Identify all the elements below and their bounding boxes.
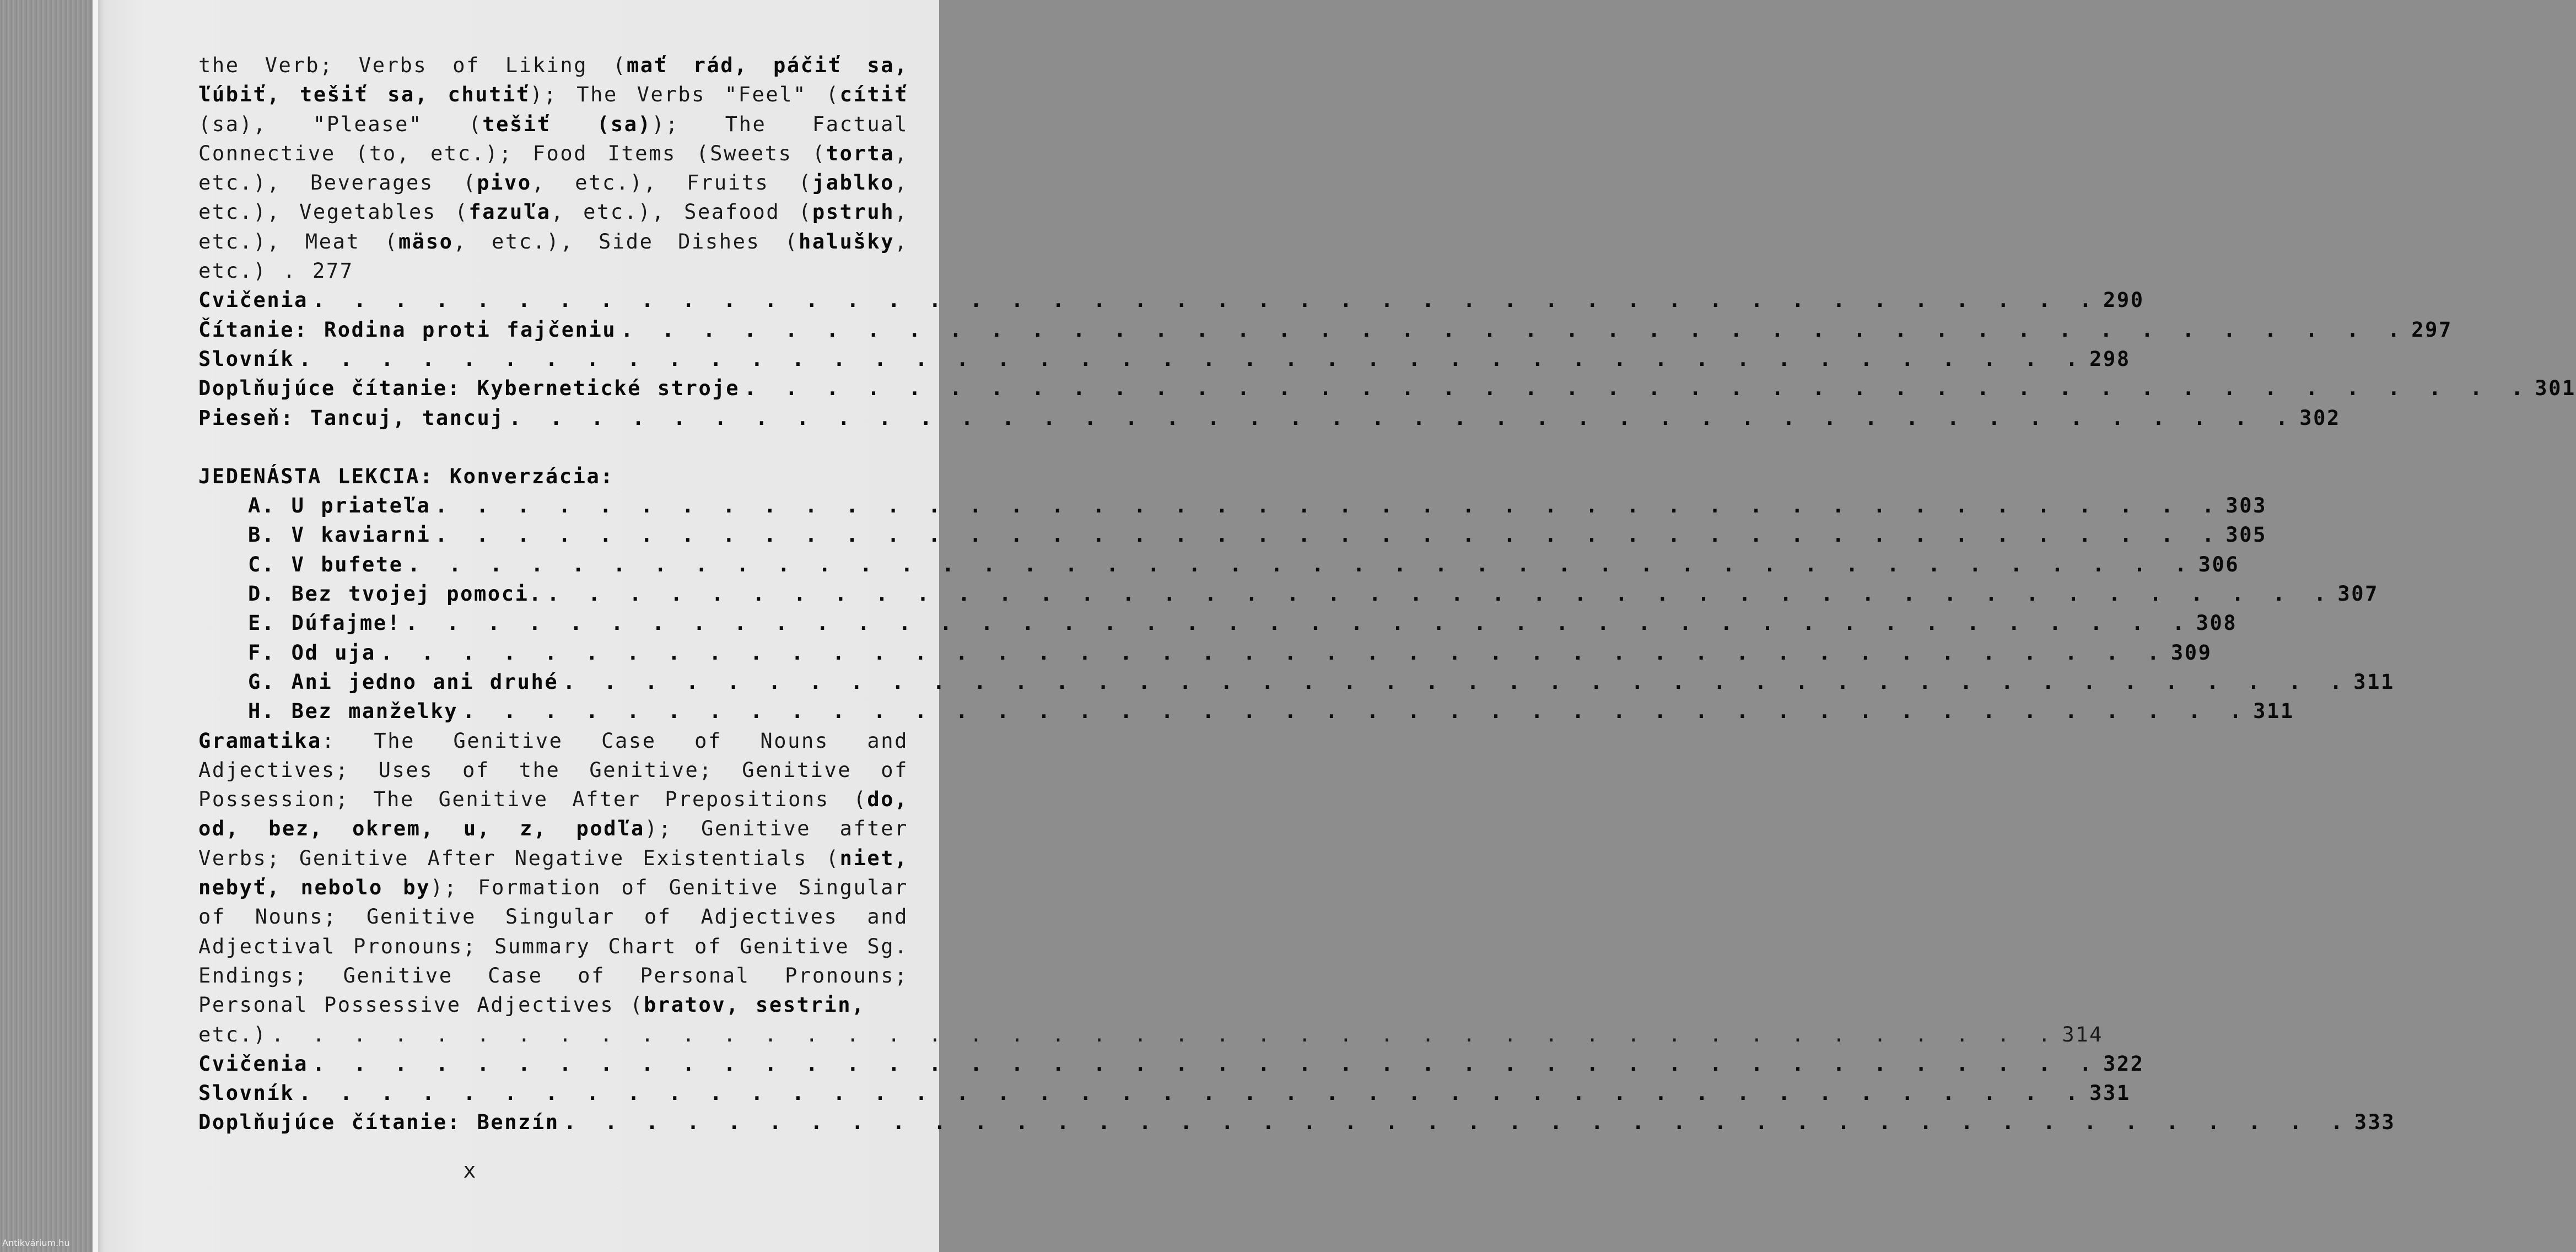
leader-dots: . . . . . . . . . . . . . . . . . . . . . . . . . . . . . . . . . . . . . . . . . . . .	[299, 1081, 2085, 1105]
page-number: x	[463, 1158, 476, 1183]
conversation-label: A. U priateľa	[248, 494, 431, 518]
text-run: , etc.), Beverages (	[198, 141, 908, 195]
toc-entry	[198, 315, 2453, 344]
conversation-label: C. V bufete	[248, 552, 403, 576]
conversation-label: F. Od uja	[248, 640, 376, 665]
leader-dots: . . . . . . . . . . . . . . . . . . . . . . . . . . . . . . . . . . . . . . . . . . . .	[563, 670, 2349, 694]
lesson11-entries	[198, 1049, 2396, 1137]
toc-entry	[198, 285, 2144, 315]
toc-entry	[198, 1049, 2144, 1078]
bold-term: bratov, sestrin,	[644, 993, 866, 1017]
bold-term: mať rád, páčiť sa, ľúbiť, tešiť sa, chutiť	[198, 53, 908, 107]
conversation-entry	[248, 550, 2240, 579]
watermark: Antikvárium.hu	[2, 1238, 70, 1248]
text-run: , etc.), Seafood (	[551, 200, 812, 224]
text-run: , etc.), Fruits (	[531, 171, 812, 195]
toc-entry-page: 322	[2103, 1051, 2144, 1076]
conversation-list	[198, 491, 2395, 726]
text-run: ); Genitive after Verbs; Genitive After Negative Existentials (	[198, 817, 909, 870]
conversation-page: 308	[2196, 611, 2238, 635]
grammar-label: Gramatika	[198, 728, 322, 753]
leader-dots: . . . . . . . . . . . . . . . . . . . . . . . . . . . . . . . . . . . . . . . . . . . .	[563, 1110, 2350, 1135]
grammar-paragraph-lesson11	[198, 726, 908, 1020]
leader-dots: . . . . . . . . . . . . . . . . . . . . . . . . . . . . . . . . . . . . . . . . . . . .	[435, 494, 2222, 518]
conversation-page: 305	[2225, 523, 2267, 547]
conversation-label: D. Bez tvojej pomoci.	[248, 582, 543, 606]
toc-entry-page: 290	[2103, 288, 2144, 312]
lesson-title: JEDENÁSTA LEKCIA:	[198, 464, 434, 488]
leader-dots: . . . . . . . . . . . . . . . . . . . . . . . . . . . . . . . . . . . . . . . . . . . .	[744, 376, 2531, 401]
leader-dots: . . . . . . . . . . . . . . . . . . . . . . . . . . . . . . . . . . . . . . . . . . . .	[547, 582, 2334, 606]
page-edge	[93, 0, 98, 1252]
table-of-contents	[198, 51, 2576, 1137]
leader-dots: . . . . . . . . . . . . . . . . . . . . . . . . . . . . . . . . . . . . . . . . . . . .	[380, 640, 2167, 665]
toc-entry	[198, 1078, 2131, 1108]
leader-dots: . . . . . . . . . . . . . . . . . . . . . . . . . . . . . . . . . . . . . . . . . . . .	[405, 611, 2192, 635]
text-run: , etc.), Side Dishes (	[453, 229, 799, 253]
section-gap	[198, 433, 908, 462]
toc-entry	[198, 344, 2131, 374]
toc-entry	[198, 1108, 2396, 1137]
toc-entry-label: Slovník	[198, 347, 295, 371]
conversation-page: 303	[2225, 494, 2267, 518]
conversation-entry	[248, 520, 2267, 549]
conversation-entry	[248, 579, 2379, 608]
toc-entry-label: Čítanie: Rodina proti fajčeniu	[198, 317, 617, 342]
conversation-page: 307	[2337, 582, 2379, 606]
grammar-last-line: etc.)	[198, 1022, 267, 1046]
bold-term: tešiť (sa)	[482, 112, 652, 136]
conversation-label: B. V kaviarni	[248, 523, 431, 547]
conversation-entry	[248, 667, 2395, 697]
text-run: ); The Factual Connective (to, etc.); Food Items (Sweets (	[198, 112, 909, 165]
bold-term: pstruh	[812, 200, 895, 224]
background-surface	[0, 0, 96, 1252]
text-run: : The Genitive Case of Nouns and Adjectives; Uses of the Genitive; Genitive of Possession; The Genitive After Prepositions (	[198, 728, 908, 812]
toc-entry	[198, 403, 2341, 433]
bold-term: cítiť	[839, 83, 908, 107]
conversation-page: 309	[2170, 640, 2212, 665]
bold-term: mäso	[398, 229, 454, 253]
conversation-page: 306	[2198, 552, 2240, 576]
conversation-entry	[248, 491, 2267, 520]
leader-dots: . . . . . . . . . . . . . . . . . . . . . . . . . . . . . . . . . . . . . . . . . . . .	[462, 699, 2249, 724]
conversation-label: G. Ani jedno ani druhé	[248, 670, 559, 694]
bold-term: niet, nebyť, nebolo by	[198, 846, 908, 900]
lesson-subtitle: Konverzácia:	[449, 464, 615, 488]
leader-dots: . . . . . . . . . . . . . . . . . . . . . . . . . . . . . . . . . . . . . . . . . . . .	[509, 406, 2295, 430]
toc-entry-page: 301	[2535, 376, 2576, 401]
toc-entry-label: Cvičenia	[198, 1051, 309, 1076]
toc-entry-page: 302	[2299, 406, 2341, 430]
toc-entry-page: 297	[2411, 317, 2453, 342]
toc-entry-label: Doplňujúce čítanie: Kybernetické stroje	[198, 376, 740, 401]
leader-dots: . . . . . . . . . . . . . . . . . . . . . . . . . . . . . . . . . . . . . . . . . . . .	[271, 1022, 2058, 1046]
text-run: ); Formation of Genitive Singular of Nouns; Genitive Singular of Adjectives and Adjectival Pronouns; Summary Chart of Genitive Sg. Endings; Genitive Case of Personal Pronouns; Personal Possessive Adjectives (	[198, 876, 909, 1017]
toc-entry-label: Cvičenia	[198, 288, 309, 312]
bold-term: halušky	[798, 229, 895, 253]
bold-term: fazuľa	[468, 200, 551, 224]
toc-entry-label: Pieseň: Tancuj, tancuj	[198, 406, 505, 430]
toc-entry-label: Doplňujúce čítanie: Benzín	[198, 1110, 559, 1135]
text-run: (sa), "Please" (	[198, 112, 483, 136]
lesson11-heading	[198, 462, 908, 491]
bold-term: torta	[826, 141, 895, 165]
leader-dots: . . . . . . . . . . . . . . . . . . . . . . . . . . . . . . . . . . . . . . . . . . . .	[299, 347, 2085, 371]
toc-entry-page: 333	[2354, 1110, 2396, 1135]
toc-entry-label: Slovník	[198, 1081, 295, 1105]
lesson10-entries	[198, 285, 2576, 432]
leader-dots: . . . . . . . . . . . . . . . . . . . . . . . . . . . . . . . . . . . . . . . . . . . .	[312, 288, 2099, 312]
conversation-label: E. Dúfajme!	[248, 611, 401, 635]
conversation-entry	[248, 697, 2294, 726]
bold-term: jablko	[812, 171, 895, 195]
text-run: the Verb; Verbs of Liking (	[198, 53, 627, 77]
toc-entry-page: 298	[2089, 347, 2131, 371]
grammar-paragraph-lesson10	[198, 51, 908, 285]
grammar-text	[198, 729, 908, 1017]
bold-term: pivo	[477, 171, 532, 195]
conversation-entry	[248, 638, 2212, 667]
conversation-page: 311	[2253, 699, 2294, 724]
leader-dots: . . . . . . . . . . . . . . . . . . . . . . . . . . . . . . . . . . . . . . . . . . . .	[312, 1051, 2099, 1076]
text-run: ); The Verbs "Feel" (	[530, 83, 840, 107]
leader-dots: . . . . . . . . . . . . . . . . . . . . . . . . . . . . . . . . . . . . . . . . . . . .	[407, 552, 2194, 576]
bold-term: do, od, bez, okrem, u, z, podľa	[198, 787, 908, 841]
leader-dots: . . . . . . . . . . . . . . . . . . . . . . . . . . . . . . . . . . . . . . . . . . . .	[435, 523, 2222, 547]
toc-entry-page: 331	[2089, 1081, 2131, 1105]
leader-dots: . . . . . . . . . . . . . . . . . . . . . . . . . . . . . . . . . . . . . . . . . . . .	[621, 317, 2407, 342]
text-run: , etc.), Vegetables (	[198, 171, 908, 224]
conversation-label: H. Bez manželky	[248, 699, 459, 724]
conversation-page: 311	[2353, 670, 2395, 694]
text-run: , etc.) . 277	[198, 229, 908, 283]
text-run: , etc.), Meat (	[198, 200, 908, 253]
toc-entry	[198, 374, 2576, 403]
conversation-entry	[248, 608, 2238, 638]
grammar-entry-end	[198, 1020, 2104, 1049]
grammar-page: 314	[2062, 1022, 2104, 1046]
